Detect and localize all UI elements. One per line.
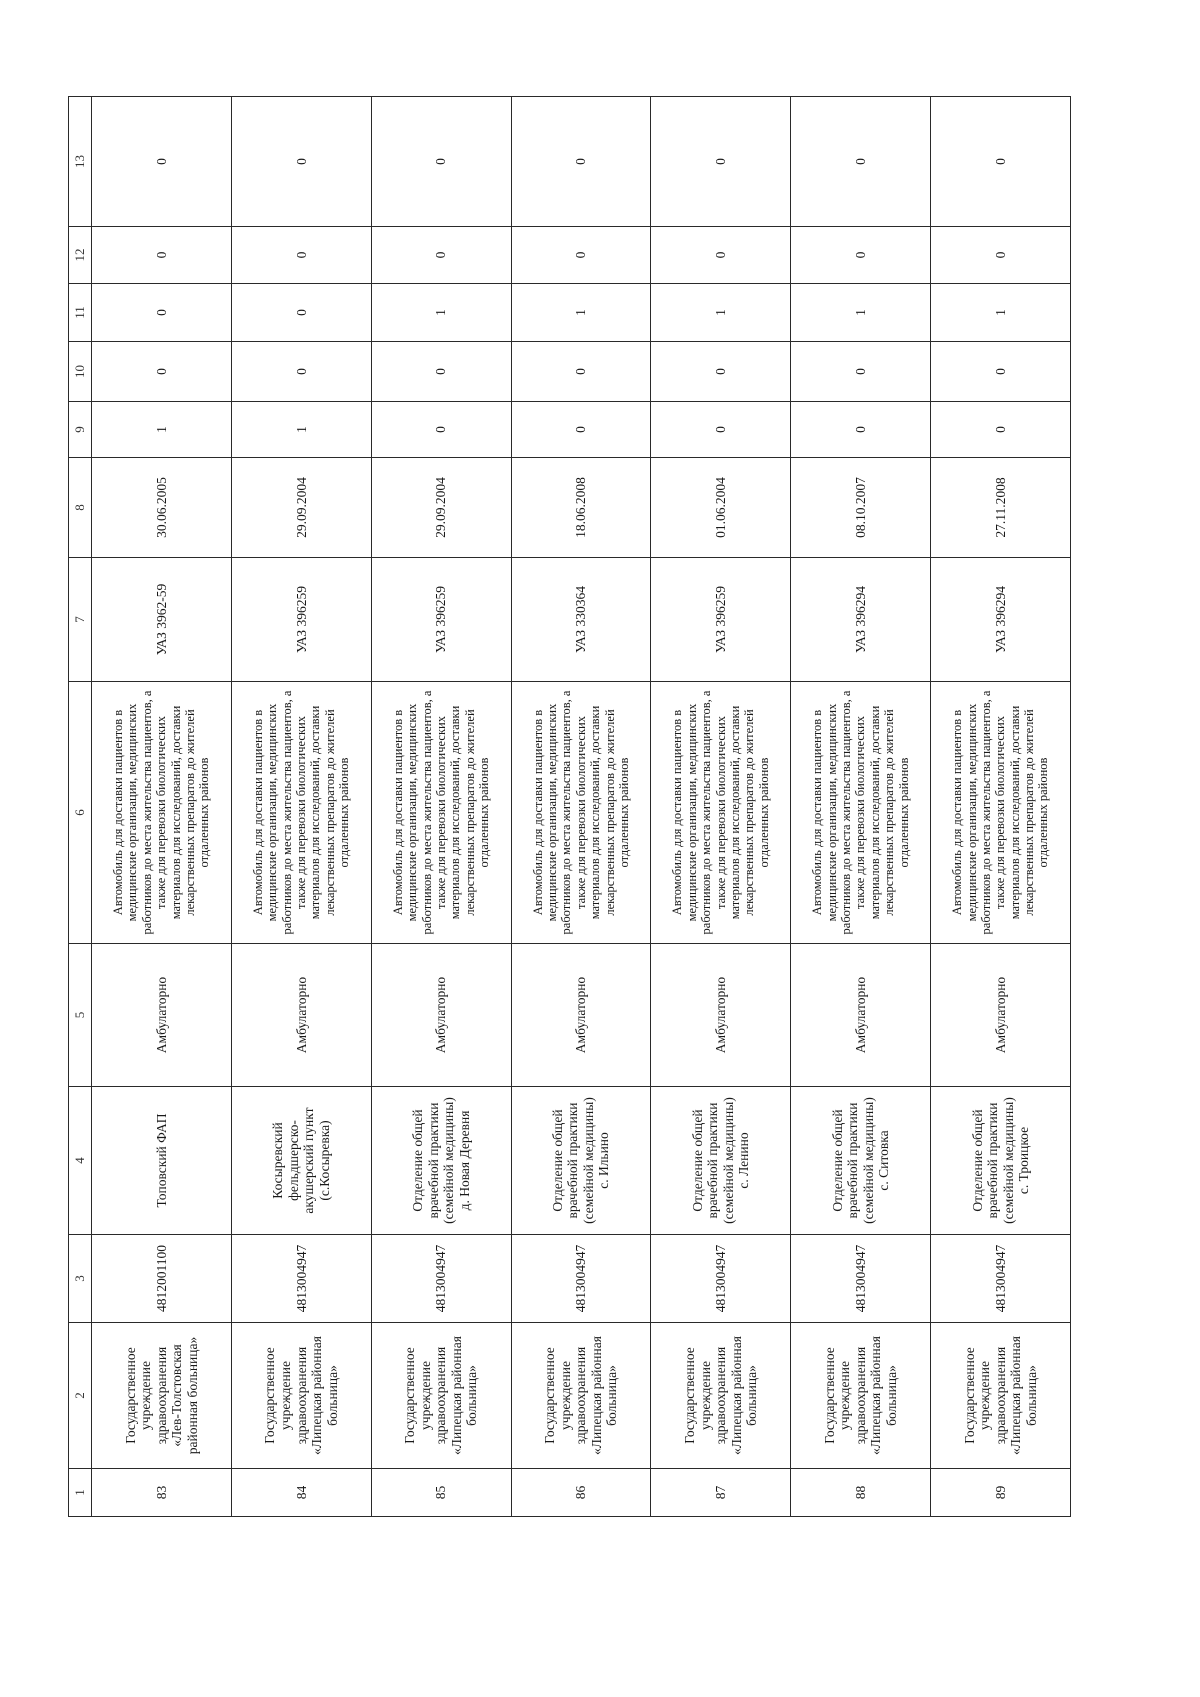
date-cell: 27.11.2008: [931, 458, 1071, 558]
institution-cell: Государственное учреждение здравоохранения «Липецкая районная больница»: [231, 1323, 371, 1469]
purpose-cell: Автомобиль для доставки пациентов в медицинские организации, медицинских работников до места жительства пациентов, а также для перевозки биологических материалов для исследований, доставки лекарственных препаратов до жителей отдаленных районов: [651, 682, 791, 944]
code-cell: 4813004947: [231, 1235, 371, 1323]
unit-cell: Отделение общей врачебной практики (семейной медицины) д. Новая Деревня: [371, 1087, 511, 1235]
column-number: 9: [69, 402, 92, 458]
value-cell: 1: [371, 284, 511, 342]
care-type-cell: Амбулаторно: [231, 944, 371, 1087]
value-cell: 1: [511, 284, 651, 342]
value-cell: 0: [511, 97, 651, 227]
column-number: 4: [69, 1087, 92, 1235]
column-number: 7: [69, 558, 92, 682]
value-cell: 0: [371, 227, 511, 284]
date-cell: 29.09.2004: [231, 458, 371, 558]
column-number: 5: [69, 944, 92, 1087]
purpose-cell: Автомобиль для доставки пациентов в медицинские организации, медицинских работников до места жительства пациентов, а также для перевозки биологических материалов для исследований, доставки лекарственных препаратов до жителей отдаленных районов: [511, 682, 651, 944]
value-cell: 0: [931, 342, 1071, 402]
date-cell: 08.10.2007: [791, 458, 931, 558]
table-row: [231, 97, 371, 1517]
unit-cell: Отделение общей врачебной практики (семейной медицины) с. Троицкое: [931, 1087, 1071, 1235]
institution-cell: Государственное учреждение здравоохранения «Липецкая районная больница»: [791, 1323, 931, 1469]
rotated-page: [68, 97, 1071, 1517]
care-type-cell: Амбулаторно: [371, 944, 511, 1087]
care-type-cell: Амбулаторно: [791, 944, 931, 1087]
vehicle-model-cell: УАЗ 396259: [231, 558, 371, 682]
institution-cell: Государственное учреждение здравоохранения «Липецкая районная больница»: [651, 1323, 791, 1469]
column-number: 1: [69, 1469, 92, 1517]
unit-cell: Косыревский фельдшерско-акушерский пункт (с.Косыревка): [231, 1087, 371, 1235]
row-number: 88: [791, 1469, 931, 1517]
unit-cell: Отделение общей врачебной практики (семейной медицины) с. Ленино: [651, 1087, 791, 1235]
value-cell: 0: [651, 97, 791, 227]
code-cell: 4812001100: [92, 1235, 232, 1323]
table-row: [791, 97, 931, 1517]
row-number: 86: [511, 1469, 651, 1517]
table-row: [651, 97, 791, 1517]
value-cell: 0: [371, 402, 511, 458]
value-cell: 1: [92, 402, 232, 458]
purpose-cell: Автомобиль для доставки пациентов в медицинские организации, медицинских работников до места жительства пациентов, а также для перевозки биологических материалов для исследований, доставки лекарственных препаратов до жителей отдаленных районов: [231, 682, 371, 944]
vehicle-model-cell: УАЗ 330364: [511, 558, 651, 682]
institution-cell: Государственное учреждение здравоохранения «Липецкая районная больница»: [511, 1323, 651, 1469]
table-row: [92, 97, 232, 1517]
column-number: 6: [69, 682, 92, 944]
value-cell: 0: [92, 227, 232, 284]
code-cell: 4813004947: [511, 1235, 651, 1323]
care-type-cell: Амбулаторно: [931, 944, 1071, 1087]
date-cell: 01.06.2004: [651, 458, 791, 558]
value-cell: 0: [371, 97, 511, 227]
row-number: 89: [931, 1469, 1071, 1517]
value-cell: 1: [231, 402, 371, 458]
institution-cell: Государственное учреждение здравоохранения «Липецкая районная больница»: [371, 1323, 511, 1469]
purpose-cell: Автомобиль для доставки пациентов в медицинские организации, медицинских работников до места жительства пациентов, а также для перевозки биологических материалов для исследований, доставки лекарственных препаратов до жителей отдаленных районов: [371, 682, 511, 944]
value-cell: 0: [92, 342, 232, 402]
code-cell: 4813004947: [371, 1235, 511, 1323]
code-cell: 4813004947: [791, 1235, 931, 1323]
value-cell: 0: [651, 402, 791, 458]
value-cell: 0: [791, 342, 931, 402]
value-cell: 1: [651, 284, 791, 342]
value-cell: 0: [651, 342, 791, 402]
institution-cell: Государственное учреждение здравоохранения «Лев-Толстовская районная больница»: [92, 1323, 232, 1469]
column-number: 11: [69, 284, 92, 342]
vehicle-model-cell: УАЗ 396294: [791, 558, 931, 682]
vehicle-table: [68, 96, 1071, 1517]
column-number: 2: [69, 1323, 92, 1469]
care-type-cell: Амбулаторно: [511, 944, 651, 1087]
unit-cell: Отделение общей врачебной практики (семейной медицины) с. Ильино: [511, 1087, 651, 1235]
value-cell: 0: [511, 342, 651, 402]
date-cell: 29.09.2004: [371, 458, 511, 558]
column-number: 8: [69, 458, 92, 558]
value-cell: 1: [791, 284, 931, 342]
value-cell: 0: [92, 284, 232, 342]
value-cell: 0: [931, 402, 1071, 458]
column-number: 3: [69, 1235, 92, 1323]
column-number: 12: [69, 227, 92, 284]
code-cell: 4813004947: [931, 1235, 1071, 1323]
value-cell: 1: [931, 284, 1071, 342]
date-cell: 30.06.2005: [92, 458, 232, 558]
care-type-cell: Амбулаторно: [92, 944, 232, 1087]
column-number: 10: [69, 342, 92, 402]
column-number-row: [69, 97, 92, 1517]
unit-cell: Топовский ФАП: [92, 1087, 232, 1235]
purpose-cell: Автомобиль для доставки пациентов в медицинские организации, медицинских работников до места жительства пациентов, а также для перевозки биологических материалов для исследований, доставки лекарственных препаратов до жителей отдаленных районов: [92, 682, 232, 944]
value-cell: 0: [651, 227, 791, 284]
code-cell: 4813004947: [651, 1235, 791, 1323]
purpose-cell: Автомобиль для доставки пациентов в медицинские организации, медицинских работников до места жительства пациентов, а также для перевозки биологических материалов для исследований, доставки лекарственных препаратов до жителей отдаленных районов: [931, 682, 1071, 944]
value-cell: 0: [791, 402, 931, 458]
institution-cell: Государственное учреждение здравоохранения «Липецкая районная больница»: [931, 1323, 1071, 1469]
vehicle-model-cell: УАЗ 396259: [371, 558, 511, 682]
date-cell: 18.06.2008: [511, 458, 651, 558]
value-cell: 0: [92, 97, 232, 227]
value-cell: 0: [931, 97, 1071, 227]
care-type-cell: Амбулаторно: [651, 944, 791, 1087]
value-cell: 0: [231, 227, 371, 284]
value-cell: 0: [371, 342, 511, 402]
table-row: [931, 97, 1071, 1517]
table-row: [511, 97, 651, 1517]
value-cell: 0: [791, 227, 931, 284]
value-cell: 0: [511, 402, 651, 458]
vehicle-model-cell: УАЗ 396294: [931, 558, 1071, 682]
value-cell: 0: [931, 227, 1071, 284]
row-number: 87: [651, 1469, 791, 1517]
vehicle-model-cell: УАЗ 396259: [651, 558, 791, 682]
table-row: [371, 97, 511, 1517]
value-cell: 0: [791, 97, 931, 227]
value-cell: 0: [231, 284, 371, 342]
vehicle-model-cell: УАЗ 3962-59: [92, 558, 232, 682]
row-number: 85: [371, 1469, 511, 1517]
row-number: 83: [92, 1469, 232, 1517]
unit-cell: Отделение общей врачебной практики (семейной медицины) с. Ситовка: [791, 1087, 931, 1235]
row-number: 84: [231, 1469, 371, 1517]
column-number: 13: [69, 97, 92, 227]
purpose-cell: Автомобиль для доставки пациентов в медицинские организации, медицинских работников до места жительства пациентов, а также для перевозки биологических материалов для исследований, доставки лекарственных препаратов до жителей отдаленных районов: [791, 682, 931, 944]
value-cell: 0: [511, 227, 651, 284]
value-cell: 0: [231, 97, 371, 227]
value-cell: 0: [231, 342, 371, 402]
